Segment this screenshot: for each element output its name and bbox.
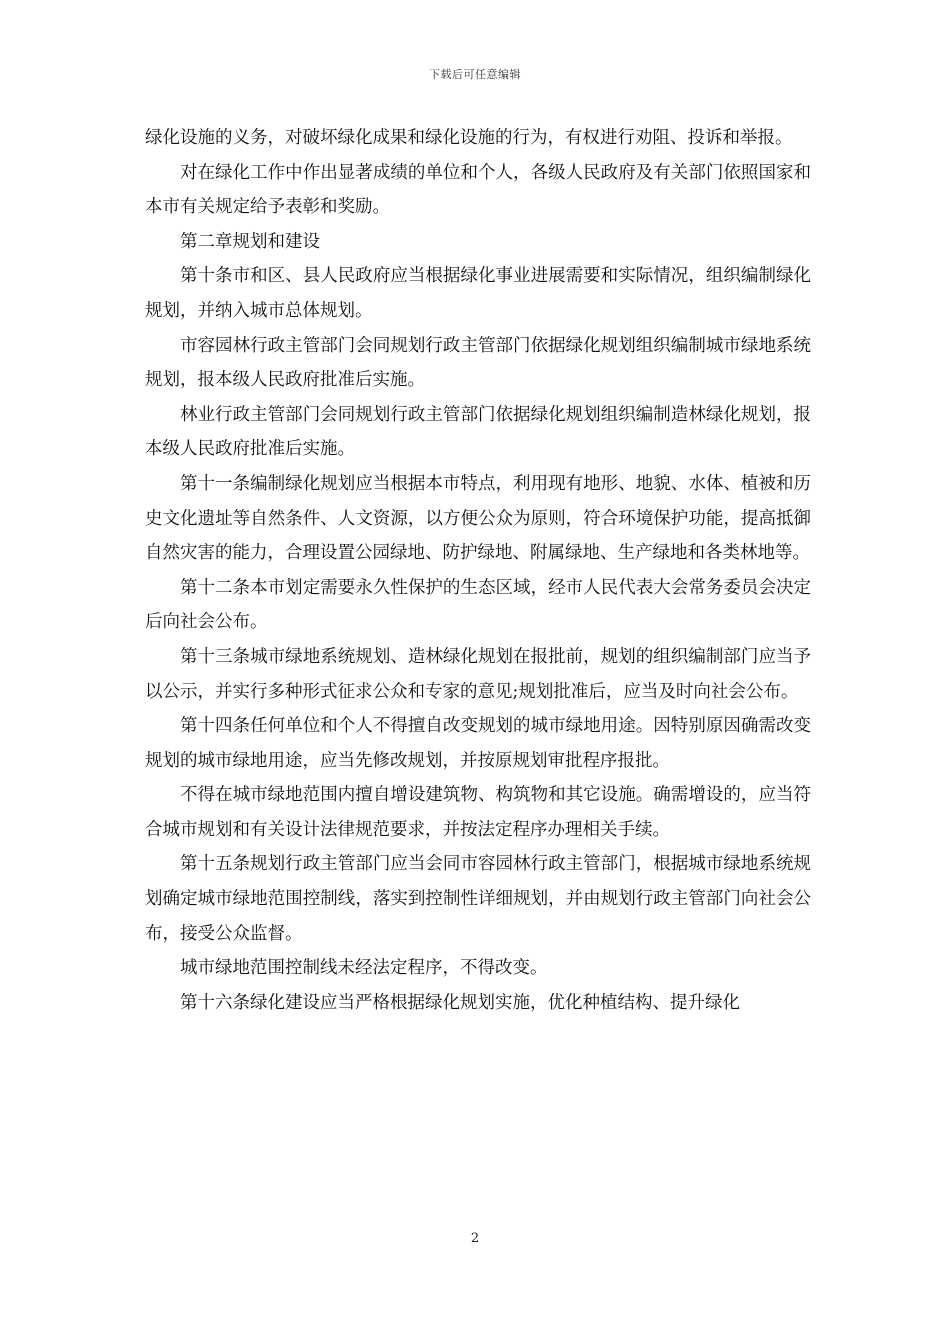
paragraph: 对在绿化工作中作出显著成绩的单位和个人，各级人民政府及有关部门依照国家和本市有关规定给予表彰和奖励。 xyxy=(145,162,811,218)
paragraph: 第十条市和区、县人民政府应当根据绿化事业进展需要和实际情况，组织编制绿化规划，并纳入城市总体规划。 xyxy=(145,266,811,321)
paragraph: 林业行政主管部门会同规划行政主管部门依据绿化规划组织编制造林绿化规划，报本级人民政府批准后实施。 xyxy=(145,404,811,460)
paragraph: 第十六条绿化建设应当严格根据绿化规划实施，优化种植结构、提升绿化 xyxy=(180,992,740,1013)
page-number: 2 xyxy=(470,1231,480,1246)
document-body xyxy=(145,121,811,1020)
paragraph: 第十一条编制绿化规划应当根据本市特点，利用现有地形、地貌、水体、植被和历史文化遗址等自然条件、人文资源，以方便公众为原则，符合环境保护功能，提高抵御自然灾害的能力，合理设置公园绿地、防护绿地、附属绿地、生产绿地和各类林地等。 xyxy=(145,473,811,564)
paragraph: 第十四条任何单位和个人不得擅自改变规划的城市绿地用途。因特别原因确需改变规划的城市绿地用途，应当先修改规划，并按原规划审批程序报批。 xyxy=(145,716,811,771)
page-header: 下载后可任意编辑 xyxy=(429,68,521,81)
paragraph: 市容园林行政主管部门会同规划行政主管部门依据绿化规划组织编制城市绿地系统规划，报本级人民政府批准后实施。 xyxy=(145,335,811,391)
paragraph: 第十五条规划行政主管部门应当会同市容园林行政主管部门，根据城市绿地系统规划确定城市绿地范围控制线，落实到控制性详细规划，并由规划行政主管部门向社会公布，接受公众监督。 xyxy=(145,854,811,944)
paragraph: 第十二条本市划定需要永久性保护的生态区域，经市人民代表大会常务委员会决定后向社会公布。 xyxy=(145,577,811,633)
paragraph: 第十三条城市绿地系统规划、造林绿化规划在报批前，规划的组织编制部门应当予以公示，并实行多种形式征求公众和专家的意见;规划批准后，应当及时向社会公布。 xyxy=(145,646,811,702)
paragraph: 城市绿地范围控制线未经法定程序，不得改变。 xyxy=(180,958,548,979)
paragraph: 不得在城市绿地范围内擅自增设建筑物、构筑物和其它设施。确需增设的，应当符合城市规划和有关设计法律规范要求，并按法定程序办理相关手续。 xyxy=(145,785,811,840)
paragraph: 绿化设施的义务，对破坏绿化成果和绿化设施的行为，有权进行劝阻、投诉和举报。 xyxy=(145,128,793,148)
chapter-heading: 第二章规划和建设 xyxy=(180,231,320,252)
